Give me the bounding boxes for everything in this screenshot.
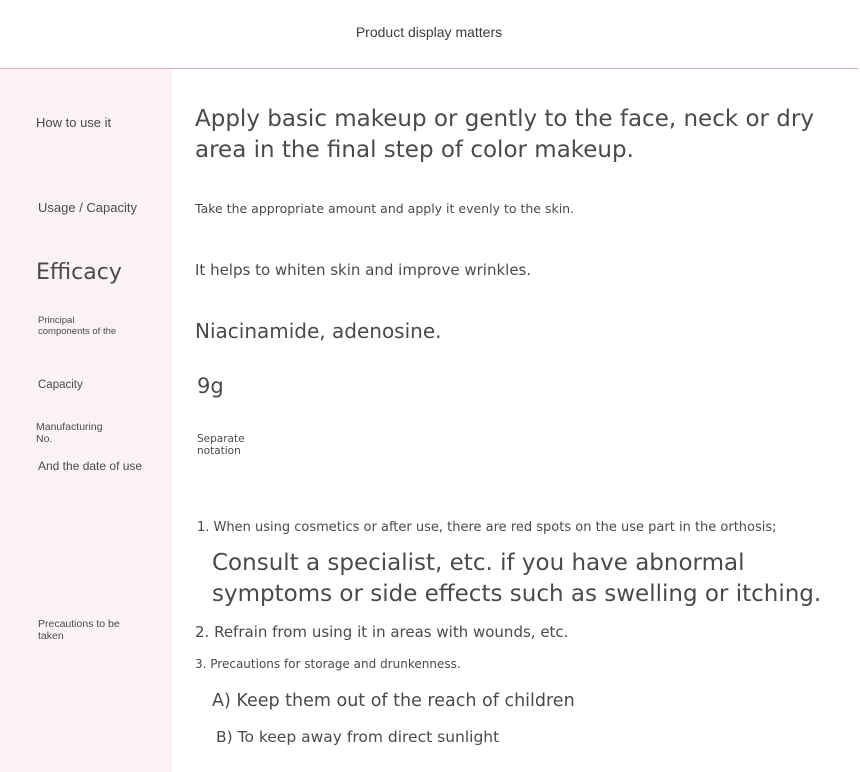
precaution-item-3: 3. Precautions for storage and drunkenness. bbox=[195, 657, 461, 671]
efficacy-text: It helps to whiten skin and improve wrinkles. bbox=[195, 261, 532, 279]
label-efficacy: Efficacy bbox=[36, 260, 122, 285]
capacity-value: 9g bbox=[197, 374, 224, 398]
precaution-item-3b: B) To keep away from direct sunlight bbox=[216, 728, 500, 746]
precaution-consult-line2: symptoms or side effects such as swelling or itching. bbox=[212, 581, 822, 607]
precaution-item-3a: A) Keep them out of the reach of children bbox=[212, 691, 575, 711]
usage-text: Take the appropriate amount and apply it evenly to the skin. bbox=[195, 201, 575, 216]
header-bar bbox=[0, 0, 858, 69]
precaution-consult-line1: Consult a specialist, etc. if you have abnormal bbox=[212, 550, 745, 576]
how-to-use-text-line2: area in the final step of color makeup. bbox=[195, 137, 634, 163]
page-title: Product display matters bbox=[355, 24, 503, 40]
label-how-to-use: How to use it bbox=[36, 115, 112, 130]
label-precautions-line2: taken bbox=[38, 630, 64, 642]
how-to-use-text-line1: Apply basic makeup or gently to the face, neck or dry bbox=[195, 106, 814, 132]
label-date-of-use: And the date of use bbox=[38, 459, 143, 473]
label-manufacturing-line1: Manufacturing bbox=[36, 421, 103, 433]
label-capacity: Capacity bbox=[38, 379, 83, 391]
notation-line2: notation bbox=[197, 445, 241, 457]
components-text: Niacinamide, adenosine. bbox=[195, 319, 442, 343]
label-usage-capacity: Usage / Capacity bbox=[38, 200, 137, 215]
label-precautions-line1: Precautions to be bbox=[38, 618, 120, 630]
precaution-item-1: 1. When using cosmetics or after use, there are red spots on the use part in the orthosis; bbox=[197, 520, 777, 535]
notation-line1: Separate bbox=[197, 433, 245, 445]
precaution-item-2: 2. Refrain from using it in areas with wounds, etc. bbox=[195, 623, 569, 641]
label-principal-line1: Principal bbox=[38, 315, 75, 326]
label-principal-line2: components of the bbox=[38, 326, 117, 337]
label-manufacturing-line2: No. bbox=[36, 433, 53, 445]
